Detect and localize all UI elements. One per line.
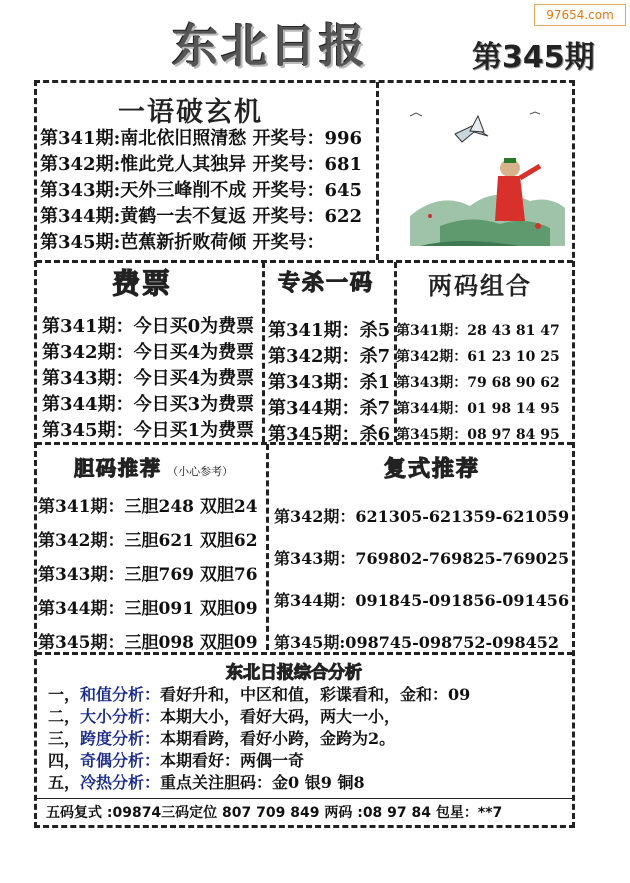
- kill-row: 第345期：杀6: [268, 424, 391, 445]
- dan-row: 第345期：三胆098 双胆09: [38, 633, 258, 653]
- analysis-value: 看好升和，中区和值，彩谍看和，金和：09: [160, 685, 471, 704]
- multi-row: 第343期：769802-769825-769025: [274, 549, 570, 568]
- analysis-key: 跨度分析：: [80, 729, 161, 748]
- multi-row: 第344期：091845-091856-091456: [274, 591, 570, 610]
- kill-row: 第342期：杀7: [268, 346, 391, 367]
- analysis-row: 一，和值分析：看好升和，中区和值，彩谍看和，金和：09: [48, 685, 471, 704]
- analysis-footer: 五码复式 :09874三码定位 807 709 849 两码 :08 97 84 包星：**7: [46, 805, 503, 821]
- riddle-title: 一语破玄机: [118, 97, 263, 128]
- analysis-row: 三，跨度分析：本期看跨，看好小跨，金跨为2。: [48, 729, 396, 748]
- kill-row: 第344期：杀7: [268, 398, 391, 419]
- multi-row: 第342期：621305-621359-621059: [274, 507, 570, 526]
- footer-divider: [36, 798, 573, 799]
- crane-illustration: [400, 96, 568, 246]
- section-divider-3: [36, 652, 573, 655]
- dan-row: 第344期：三胆091 双胆09: [38, 599, 258, 619]
- free-row: 第342期：今日买4为费票: [42, 342, 255, 363]
- free-row: 第345期：今日买1为费票: [42, 420, 255, 441]
- free-kill-divider: [262, 262, 265, 442]
- free-row: 第341期：今日买0为费票: [42, 316, 255, 337]
- multi-list: [274, 496, 569, 664]
- pair-row: 第345期：08 97 84 95: [396, 427, 560, 443]
- free-row: 第344期：今日买3为费票: [42, 394, 255, 415]
- dan-title: 胆码推荐: [74, 456, 162, 480]
- riddle-row: 第343期:天外三峰削不成 开奖号：645: [40, 180, 363, 201]
- riddle-divider: [376, 82, 379, 260]
- kill-row: 第343期：杀1: [268, 372, 391, 393]
- kill-list: [268, 318, 390, 448]
- pair-row: 第343期：79 68 90 62: [396, 375, 560, 391]
- dan-row: 第343期：三胆769 双胆76: [38, 565, 258, 585]
- analysis-key: 奇偶分析：: [80, 751, 161, 770]
- analysis-row: 二，大小分析：本期大小，看好大码，两大一小，: [48, 707, 401, 726]
- dan-multi-divider: [266, 444, 269, 650]
- kill-row: 第341期：杀5: [268, 320, 391, 341]
- issue-number: 第345期: [472, 40, 595, 75]
- pair-title: 两码组合: [428, 271, 532, 300]
- analysis-value: 本期大小，看好大码，两大一小，: [160, 707, 401, 726]
- pair-row: 第344期：01 98 14 95: [396, 401, 560, 417]
- riddle-row: 第342期:惟此党人其独异 开奖号：681: [40, 154, 363, 175]
- pair-list: [396, 318, 560, 448]
- analysis-list: [48, 684, 470, 794]
- dan-list: [38, 490, 258, 660]
- analysis-row: 四，奇偶分析：本期看好：两偶一奇: [48, 751, 305, 770]
- pair-row: 第341期：28 43 81 47: [396, 323, 560, 339]
- analysis-key: 和值分析：: [80, 685, 161, 704]
- dan-heading: [74, 452, 233, 481]
- multi-row: 第345期:098745-098752-098452: [274, 633, 559, 652]
- free-title: 费票: [112, 267, 173, 300]
- riddle-row: 第345期:芭蕉新折败荷倾 开奖号：: [40, 232, 325, 253]
- riddle-list: [40, 126, 362, 256]
- free-row: 第343期：今日买4为费票: [42, 368, 255, 389]
- masthead-title: 东北日报: [172, 19, 368, 73]
- analysis-value: 本期看好：两偶一奇: [160, 751, 305, 770]
- pair-row: 第342期：61 23 10 25: [396, 349, 560, 365]
- site-watermark: 97654.com: [534, 4, 626, 26]
- section-divider-2: [36, 442, 573, 445]
- analysis-key: 大小分析：: [80, 707, 161, 726]
- dan-note: （小心参考）: [167, 465, 234, 478]
- analysis-value: 本期看跨，看好小跨，金跨为2。: [160, 729, 396, 748]
- analysis-key: 冷热分析：: [80, 773, 161, 792]
- kill-title: 专杀一码: [278, 270, 375, 296]
- analysis-row: 五，冷热分析：重点关注胆码：金0 银9 铜8: [48, 773, 365, 792]
- analysis-value: 重点关注胆码：金0 银9 铜8: [160, 773, 365, 792]
- riddle-row: 第344期:黄鹤一去不复返 开奖号：622: [40, 206, 363, 227]
- dan-row: 第342期：三胆621 双胆62: [38, 531, 258, 551]
- riddle-row: 第341期:南北依旧照清愁 开奖号：996: [40, 128, 363, 149]
- free-list: [42, 314, 254, 444]
- dan-row: 第341期：三胆248 双胆24: [38, 497, 258, 517]
- analysis-title: 东北日报综合分析: [226, 663, 362, 683]
- multi-title: 复式推荐: [384, 456, 481, 482]
